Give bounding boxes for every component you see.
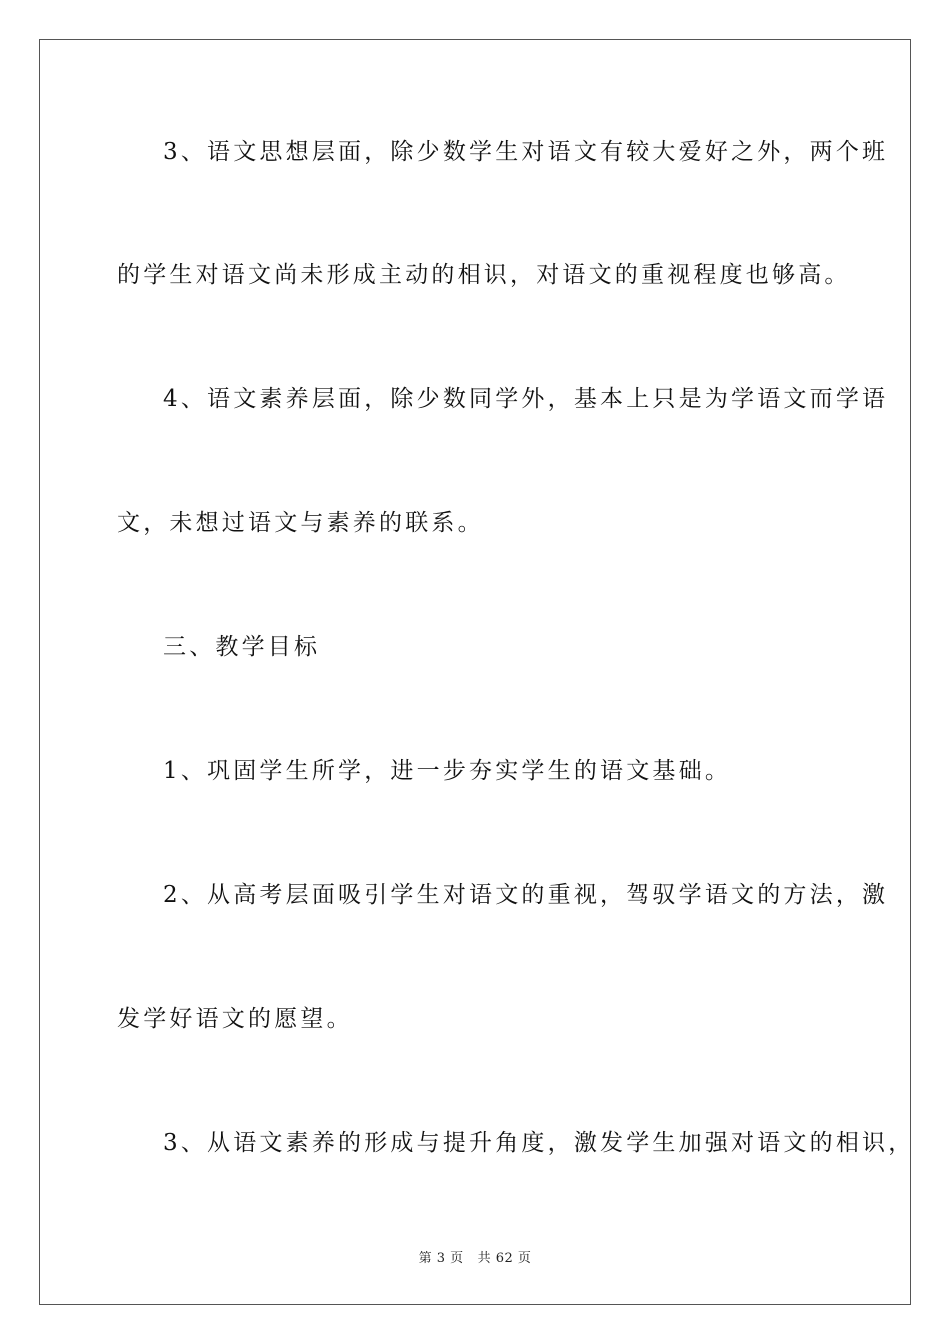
paragraph-line: 4、语文素养层面，除少数同学外，基本上只是为学语文而学语 — [163, 386, 889, 412]
page-number: 第 3 页 — [418, 1251, 464, 1266]
paragraph-line: 发学好语文的愿望。 — [117, 1006, 353, 1032]
page-border — [39, 39, 915, 1305]
paragraph-line: 文，未想过语文与素养的联系。 — [117, 510, 484, 536]
page-total: 共 62 页 — [477, 1251, 532, 1266]
page-footer — [0, 1247, 950, 1266]
paragraph-line: 3、语文思想层面，除少数学生对语文有较大爱好之外，两个班 — [163, 139, 889, 165]
paragraph-line: 1、巩固学生所学，进一步夯实学生的语文基础。 — [163, 758, 732, 784]
paragraph-line: 2、从高考层面吸引学生对语文的重视，驾驭学语文的方法，激 — [163, 882, 889, 908]
section-heading: 三、教学目标 — [163, 634, 321, 660]
paragraph-line: 3、从语文素养的形成与提升角度，激发学生加强对语文的相识， — [163, 1130, 915, 1156]
paragraph-line: 的学生对语文尚未形成主动的相识，对语文的重视程度也够高。 — [117, 262, 851, 288]
